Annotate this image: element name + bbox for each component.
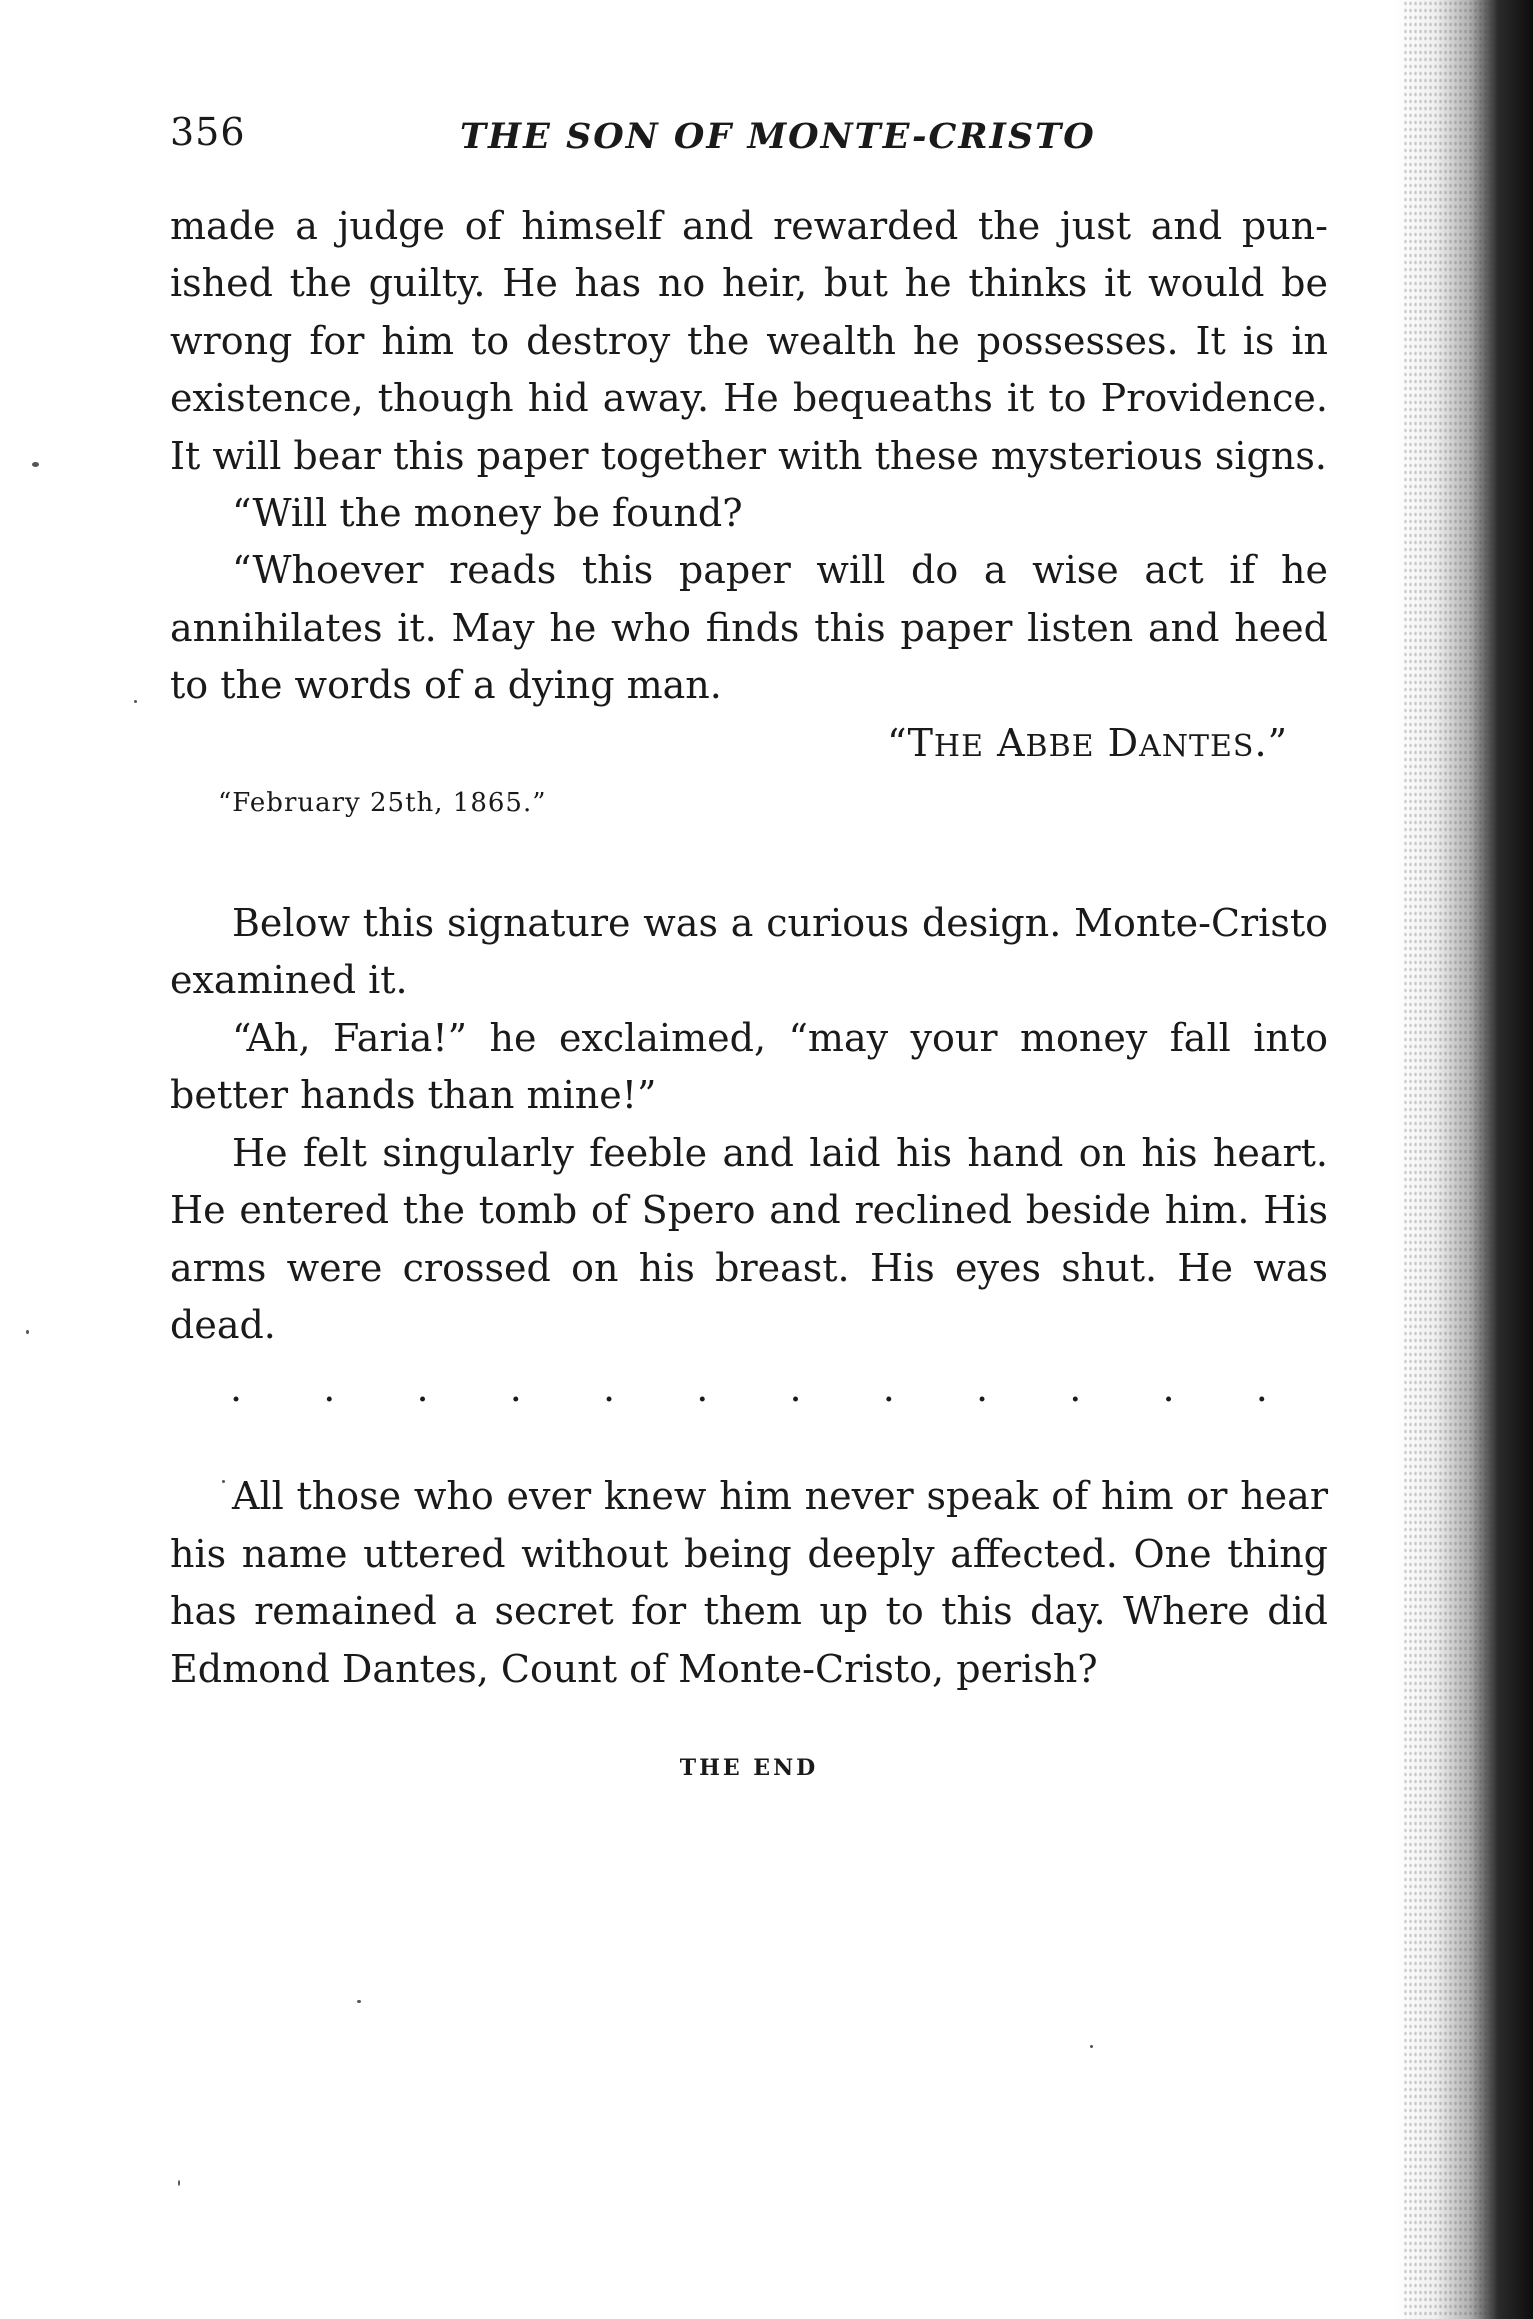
signature-close: .” — [1254, 720, 1288, 765]
dot: . — [882, 1366, 895, 1411]
signature-open-quote: “ — [887, 720, 908, 765]
paragraph-5: “Ah, Faria!” he exclaimed, “may your money fall into better hands than mine!” — [170, 1015, 1328, 1118]
signature-initial-2: A — [997, 720, 1026, 765]
spacer — [170, 1408, 1328, 1468]
dot: . — [230, 1366, 243, 1411]
paragraph-1: made a judge of himself and rewarded the just and pun-ished the guilty. He has no heir, but he thinks it would be wrong for him to destroy the wealth he possesses. It is in existence, though hid away. He bequeaths it to Providence. It will bear this paper together with these mysterious signs. — [170, 204, 1328, 478]
paragraph-7: All those who ever knew him never speak of him or hear his name uttered without being deeply affected. One thing has remained a secret for them up to this day. Where did Edmond Dantes, Count of Monte-Cristo, perish? — [170, 1474, 1328, 1691]
dot: . — [696, 1366, 709, 1411]
dot: . — [976, 1366, 989, 1411]
signature-line — [170, 715, 1328, 775]
body-text — [170, 198, 1328, 1698]
dot: . — [1162, 1366, 1175, 1411]
paragraph-6: He felt singularly feeble and laid his hand on his heart. He entered the tomb of Spero and reclined beside him. His arms were crossed on his breast. His eyes shut. He was dead. — [170, 1130, 1328, 1347]
dot: . — [603, 1366, 616, 1411]
paragraph-2: “Will the money be found? — [232, 491, 743, 536]
section-break-dots — [170, 1366, 1328, 1411]
dot: . — [323, 1366, 336, 1411]
signature-initial-1: T — [907, 720, 934, 765]
paragraph-4: Below this signature was a curious design. Monte-Cristo examined it. — [170, 901, 1328, 1003]
signature-rest-2: BBE — [1025, 728, 1095, 764]
scan-speck — [134, 700, 137, 703]
scan-speck — [222, 1480, 225, 1483]
signature-initial-3: D — [1107, 720, 1140, 765]
signature-rest-1: HE — [933, 728, 984, 764]
scan-speck — [32, 462, 39, 467]
scan-speck — [357, 2000, 361, 2003]
the-end: THE END — [679, 1755, 819, 1781]
dot: . — [1255, 1366, 1268, 1411]
paragraph-3: “Whoever reads this paper will do a wise act if he annihilates it. May he who finds this paper listen and heed to the words of a dying man. — [170, 548, 1328, 708]
scan-speck — [26, 1330, 29, 1334]
dot: . — [789, 1366, 802, 1411]
running-head — [170, 110, 1350, 170]
scan-speck — [1090, 2045, 1093, 2048]
running-title: THE SON OF MONTE-CRISTO — [460, 116, 1096, 157]
dot: . — [1069, 1366, 1082, 1411]
scan-speck — [178, 2180, 180, 2186]
date-line: “February 25th, 1865.” — [218, 788, 547, 819]
signature-rest-3: ANTES — [1139, 728, 1255, 764]
spacer — [170, 823, 1328, 895]
dot: . — [416, 1366, 429, 1411]
binding-texture — [1403, 0, 1493, 2319]
dot: . — [509, 1366, 522, 1411]
page-number: 356 — [170, 110, 246, 154]
